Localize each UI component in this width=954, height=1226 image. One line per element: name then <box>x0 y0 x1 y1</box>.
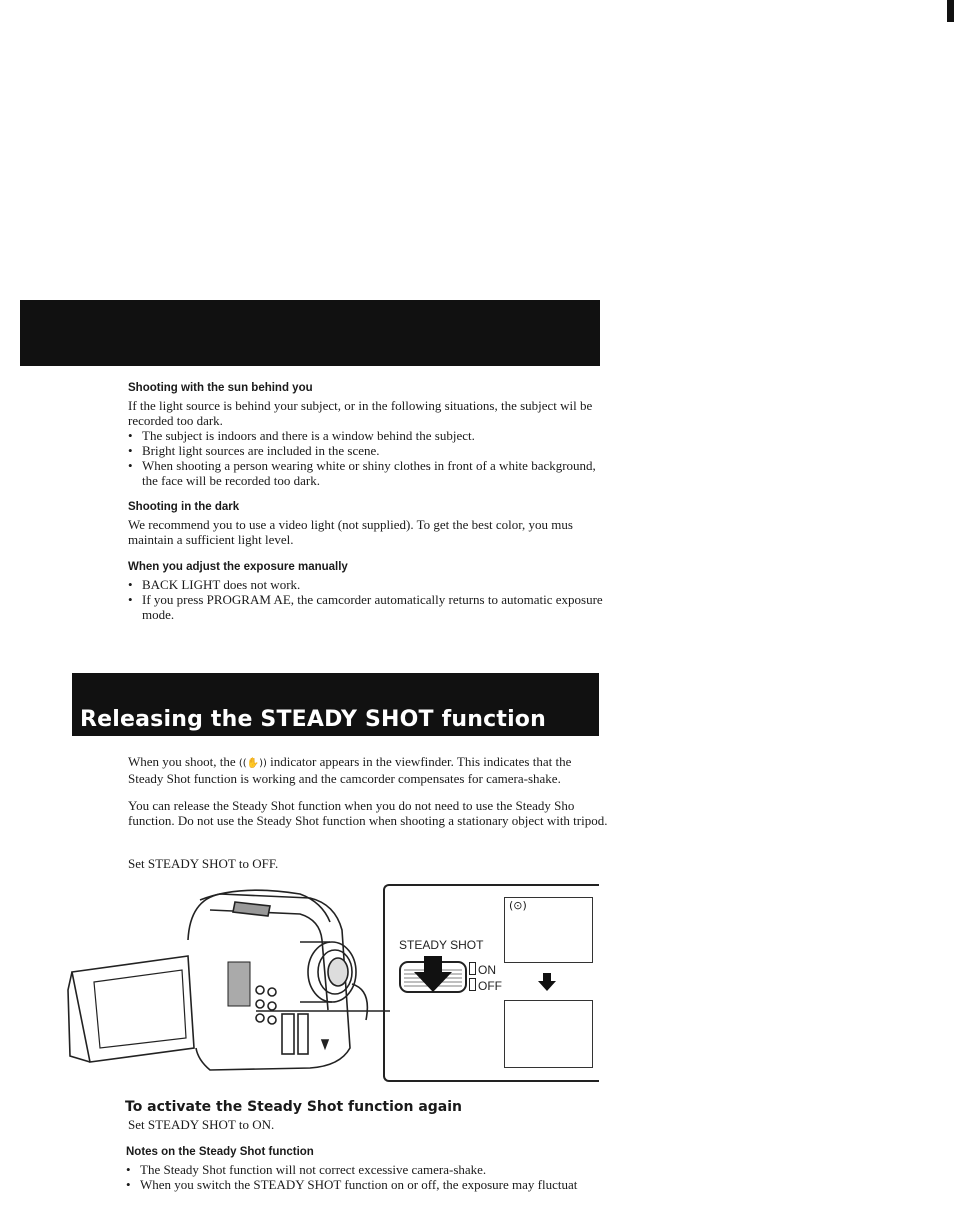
section-exposure <box>128 560 608 622</box>
intro-text-start: When you shoot, the <box>128 754 236 769</box>
instruction-off: Set STEADY SHOT to OFF. <box>128 856 279 871</box>
list-item: • BACK LIGHT does not work. <box>128 577 608 592</box>
notes-heading: Notes on the Steady Shot function <box>126 1146 314 1158</box>
arrow-down-icon <box>537 972 557 992</box>
steady-shot-viewfinder-icon: (⊙) <box>509 899 527 912</box>
instruction-on: Set STEADY SHOT to ON. <box>128 1117 275 1132</box>
list-item: • If you press PROGRAM AE, the camcorder automatically returns to automatic exposure mode. <box>128 592 608 622</box>
list-item: • The Steady Shot function will not correct excessive camera-shake. <box>126 1162 606 1177</box>
paragraph-dark: We recommend you to use a video light (not supplied). To get the best color, you mus maintain a sufficient light level. <box>128 517 573 547</box>
release-text: You can release the Steady Shot function when you do not need to use the Steady Sho function. Do not use the Steady Shot function when shooting a stationary object with tripod. <box>128 798 608 828</box>
page-edge-mark <box>947 0 954 22</box>
viewfinder-before <box>504 897 593 963</box>
paragraph-sun-behind: If the light source is behind your subject, or in the following situations, the subject wil be recorded too dark. <box>128 398 593 428</box>
viewfinder-after <box>504 1000 593 1068</box>
steady-shot-indicator-icon: ((✋)) <box>238 758 267 769</box>
title-band <box>72 673 599 736</box>
on-label: ON <box>478 963 496 977</box>
notes-list <box>126 1162 606 1192</box>
release-paragraph <box>128 798 608 828</box>
list-item: • The subject is indoors and there is a window behind the subject. <box>128 428 608 443</box>
list-item: • When shooting a person wearing white or shiny clothes in front of a white background, the face will be recorded too dark. <box>128 458 608 488</box>
section-sun-behind <box>128 381 608 488</box>
list-sun-behind <box>128 428 608 488</box>
heading-dark: Shooting in the dark <box>128 501 240 513</box>
intro-text-end: indicator appears in the viewfinder. This indicates that the Steady Shot function is working and the camcorder compensates for camera-shake. <box>128 754 572 786</box>
off-label: OFF <box>478 979 502 993</box>
switch-on-option <box>469 962 496 977</box>
activate-heading: To activate the Steady Shot function again <box>125 1099 463 1115</box>
list-exposure <box>128 577 608 622</box>
header-band <box>20 300 600 366</box>
list-item: • Bright light sources are included in the scene. <box>128 443 608 458</box>
steady-shot-switch[interactable] <box>398 954 470 994</box>
camcorder-illustration <box>60 880 390 1080</box>
camcorder-icon <box>60 880 390 1080</box>
page-title: Releasing the STEADY SHOT function <box>80 707 546 732</box>
intro-paragraph <box>128 754 608 786</box>
notes-section <box>126 1145 606 1192</box>
heading-sun-behind: Shooting with the sun behind you <box>128 382 313 394</box>
list-item: • When you switch the STEADY SHOT function on or off, the exposure may fluctuat <box>126 1177 606 1192</box>
switch-label: STEADY SHOT <box>399 938 484 952</box>
heading-exposure: When you adjust the exposure manually <box>128 561 348 573</box>
section-dark <box>128 500 608 547</box>
switch-off-option <box>469 978 502 993</box>
